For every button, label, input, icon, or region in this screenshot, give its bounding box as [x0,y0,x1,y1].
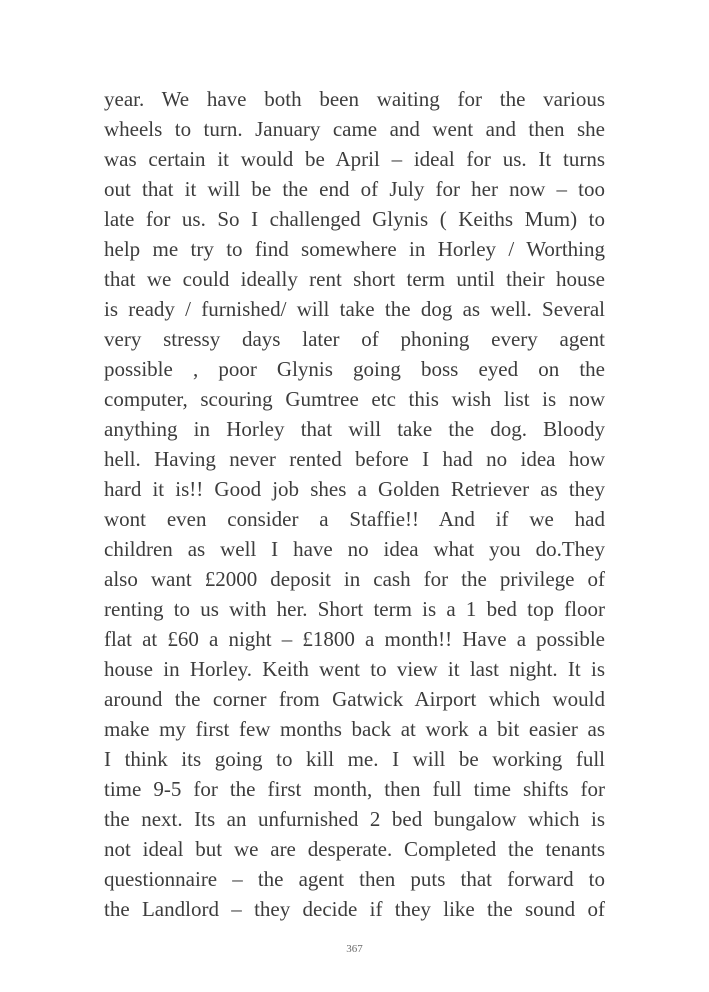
text-line: computer, scouring Gumtree etc this wish list is now [104,387,605,411]
text-line: also want £2000 deposit in cash for the privilege of [104,567,605,591]
text-line: that we could ideally rent short term until their house [104,267,605,291]
text-line: is ready / furnished/ will take the dog as well. Several [104,297,605,321]
text-line: I think its going to kill me. I will be working full [104,747,605,771]
text-line: very stressy days later of phoning every agent [104,327,605,351]
text-line: late for us. So I challenged Glynis ( Keiths Mum) to [104,207,605,231]
text-line: not ideal but we are desperate. Completed the tenants [104,837,605,861]
text-line: hell. Having never rented before I had no idea how [104,447,605,471]
text-line: flat at £60 a night – £1800 a month!! Have a possible [104,627,605,651]
page-number: 367 [346,943,363,955]
text-line: was certain it would be April – ideal for us. It turns [104,147,605,171]
text-line: questionnaire – the agent then puts that forward to [104,867,605,891]
text-line: wont even consider a Staffie!! And if we had [104,507,605,531]
body-text [104,84,605,924]
text-line: help me try to find somewhere in Horley / Worthing [104,237,605,261]
text-line: house in Horley. Keith went to view it last night. It is [104,657,605,681]
text-line: out that it will be the end of July for her now – too [104,177,605,201]
text-line: the Landlord – they decide if they like the sound of [104,897,605,921]
text-line: children as well I have no idea what you do.They [104,537,605,561]
text-line: the next. Its an unfurnished 2 bed bungalow which is [104,807,605,831]
text-line: year. We have both been waiting for the various [104,87,605,111]
text-line: around the corner from Gatwick Airport which would [104,687,605,711]
text-line: hard it is!! Good job shes a Golden Retriever as they [104,477,605,501]
text-line: anything in Horley that will take the dog. Bloody [104,417,605,441]
text-line: possible , poor Glynis going boss eyed on the [104,357,605,381]
text-line: wheels to turn. January came and went and then she [104,117,605,141]
text-line: time 9-5 for the first month, then full time shifts for [104,777,605,801]
text-line: renting to us with her. Short term is a 1 bed top floor [104,597,605,621]
text-line: make my first few months back at work a bit easier as [104,717,605,741]
